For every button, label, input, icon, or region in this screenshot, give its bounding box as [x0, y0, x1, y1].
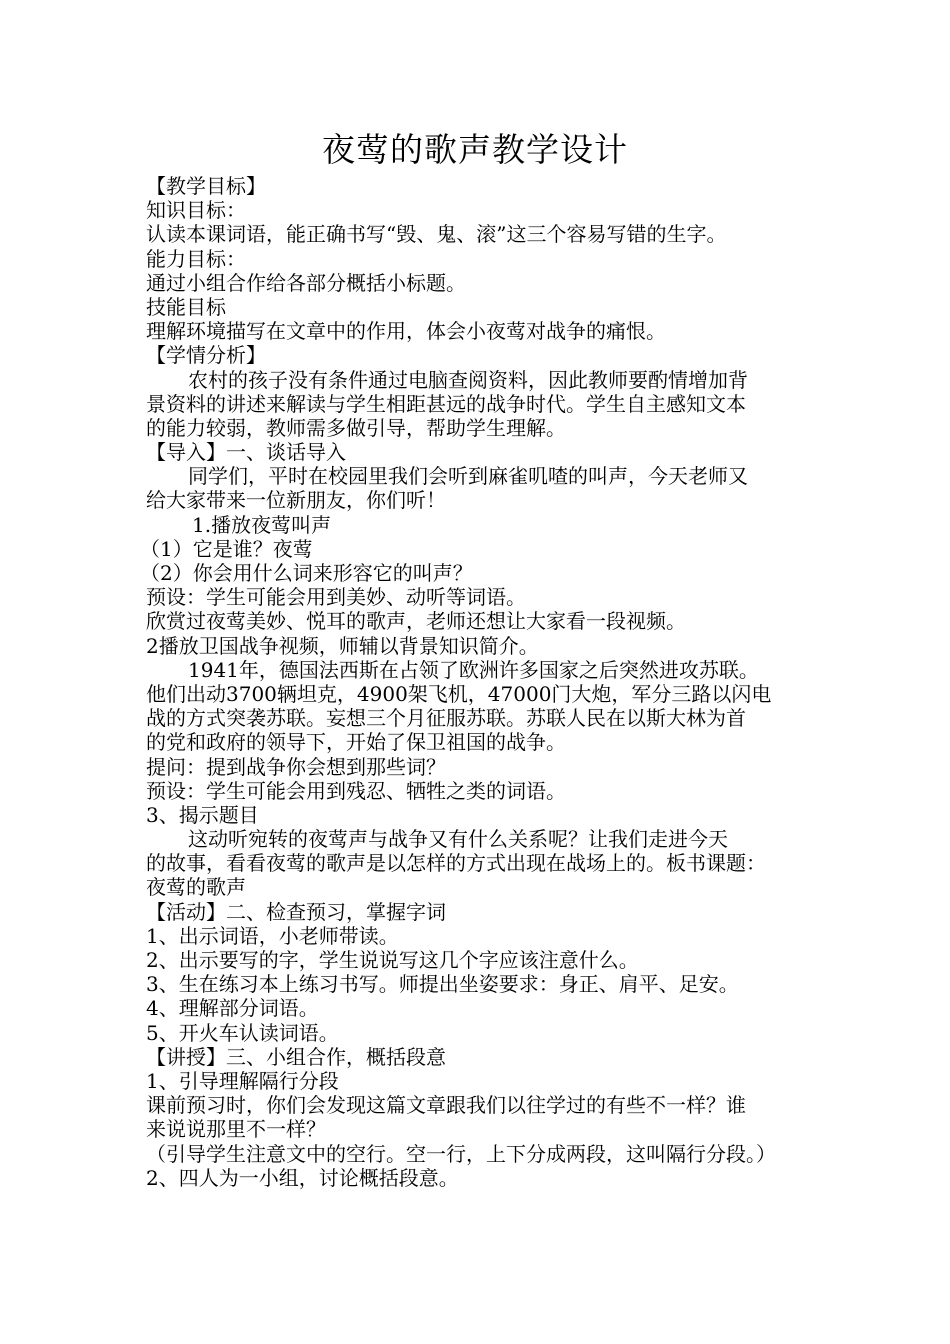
paragraph-line: 欣赏过夜莺美妙、悦耳的歌声，老师还想让大家看一段视频。: [146, 609, 686, 634]
section-heading-intro: 【导入】一、谈话导入: [146, 440, 346, 465]
paragraph-line: 的党和政府的领导下，开始了保卫祖国的战争。: [146, 730, 566, 755]
paragraph-line: 理解环境描写在文章中的作用，体会小夜莺对战争的痛恨。: [146, 319, 666, 344]
paragraph-line: 农村的孩子没有条件通过电脑查阅资料，因此教师要酌情增加背: [188, 367, 748, 392]
paragraph-line: 景资料的讲述来解读与学生相距甚远的战争时代。学生自主感知文本: [146, 391, 746, 416]
paragraph-line: 给大家带来一位新朋友，你们听！: [146, 488, 446, 513]
paragraph-line: 技能目标: [146, 294, 226, 319]
document-body: [140, 174, 816, 1190]
paragraph-line: 3、揭示题目: [146, 802, 259, 827]
paragraph-line: 2、出示要写的字，学生说说写这几个字应该注意什么。: [146, 948, 639, 972]
paragraph-line: 预设：学生可能会用到残忍、牺牲之类的词语。: [146, 778, 566, 803]
paragraph-line: 通过小组合作给各部分概括小标题。: [146, 270, 466, 295]
paragraph-line: （1）它是谁？夜莺: [140, 536, 313, 561]
paragraph-line: 课前预习时，你们会发现这篇文章跟我们以往学过的有些不一样？谁: [146, 1093, 746, 1118]
paragraph-line: （引导学生注意文中的空行。空一行，上下分成两段，这叫隔行分段。）: [146, 1141, 776, 1166]
section-heading-teaching: 【讲授】三、小组合作，概括段意: [146, 1044, 446, 1069]
paragraph-line: 5、开火车认读词语。: [146, 1020, 339, 1045]
paragraph-line: 4、理解部分词语。: [146, 996, 319, 1021]
paragraph-line: 1941年，德国法西斯在占领了欧洲许多国家之后突然进攻苏联。: [188, 657, 759, 682]
paragraph-line: 夜莺的歌声: [146, 875, 246, 900]
section-heading-objectives: 【教学目标】: [146, 174, 266, 198]
paragraph-line: 来说说那里不一样？: [146, 1117, 326, 1142]
paragraph-line: 提问：提到战争你会想到那些词？: [146, 754, 446, 779]
section-heading-activity: 【活动】二、检查预习，掌握字词: [146, 899, 446, 924]
document-title: 夜莺的歌声教学设计: [322, 130, 628, 169]
paragraph-line: 认读本课词语，能正确书写“毁、鬼、滚”这三个容易写错的生字。: [146, 222, 727, 247]
paragraph-line: 同学们，平时在校园里我们会听到麻雀叽喳的叫声，今天老师又: [188, 464, 748, 489]
section-heading-analysis: 【学情分析】: [146, 343, 266, 368]
paragraph-line: 的能力较弱，教师需多做引导，帮助学生理解。: [146, 415, 566, 440]
paragraph-line: 2、四人为一小组，讨论概括段意。: [146, 1165, 459, 1190]
paragraph-line: 他们出动3700辆坦克，4900架飞机，47000门大炮，军分三路以闪电: [146, 681, 772, 706]
paragraph-line: 的故事，看看夜莺的歌声是以怎样的方式出现在战场上的。板书课题：: [146, 851, 766, 876]
paragraph-line: 2播放卫国战争视频，师辅以背景知识简介。: [146, 633, 539, 658]
paragraph-line: 这动听宛转的夜莺声与战争又有什么关系呢？让我们走进今天: [188, 827, 728, 852]
paragraph-line: 1.播放夜莺叫声: [192, 512, 332, 537]
paragraph-line: 1、出示词语，小老师带读。: [146, 923, 399, 948]
paragraph-line: 知识目标：: [146, 198, 246, 223]
paragraph-line: 1、引导理解隔行分段: [146, 1068, 339, 1093]
paragraph-line: 能力目标：: [146, 246, 246, 271]
paragraph-line: （2）你会用什么词来形容它的叫声？: [140, 561, 473, 585]
paragraph-line: 预设：学生可能会用到美妙、动听等词语。: [146, 585, 526, 610]
paragraph-line: 战的方式突袭苏联。妄想三个月征服苏联。苏联人民在以斯大林为首: [146, 706, 746, 731]
paragraph-line: 3、生在练习本上练习书写。师提出坐姿要求：身正、肩平、足安。: [146, 972, 739, 997]
